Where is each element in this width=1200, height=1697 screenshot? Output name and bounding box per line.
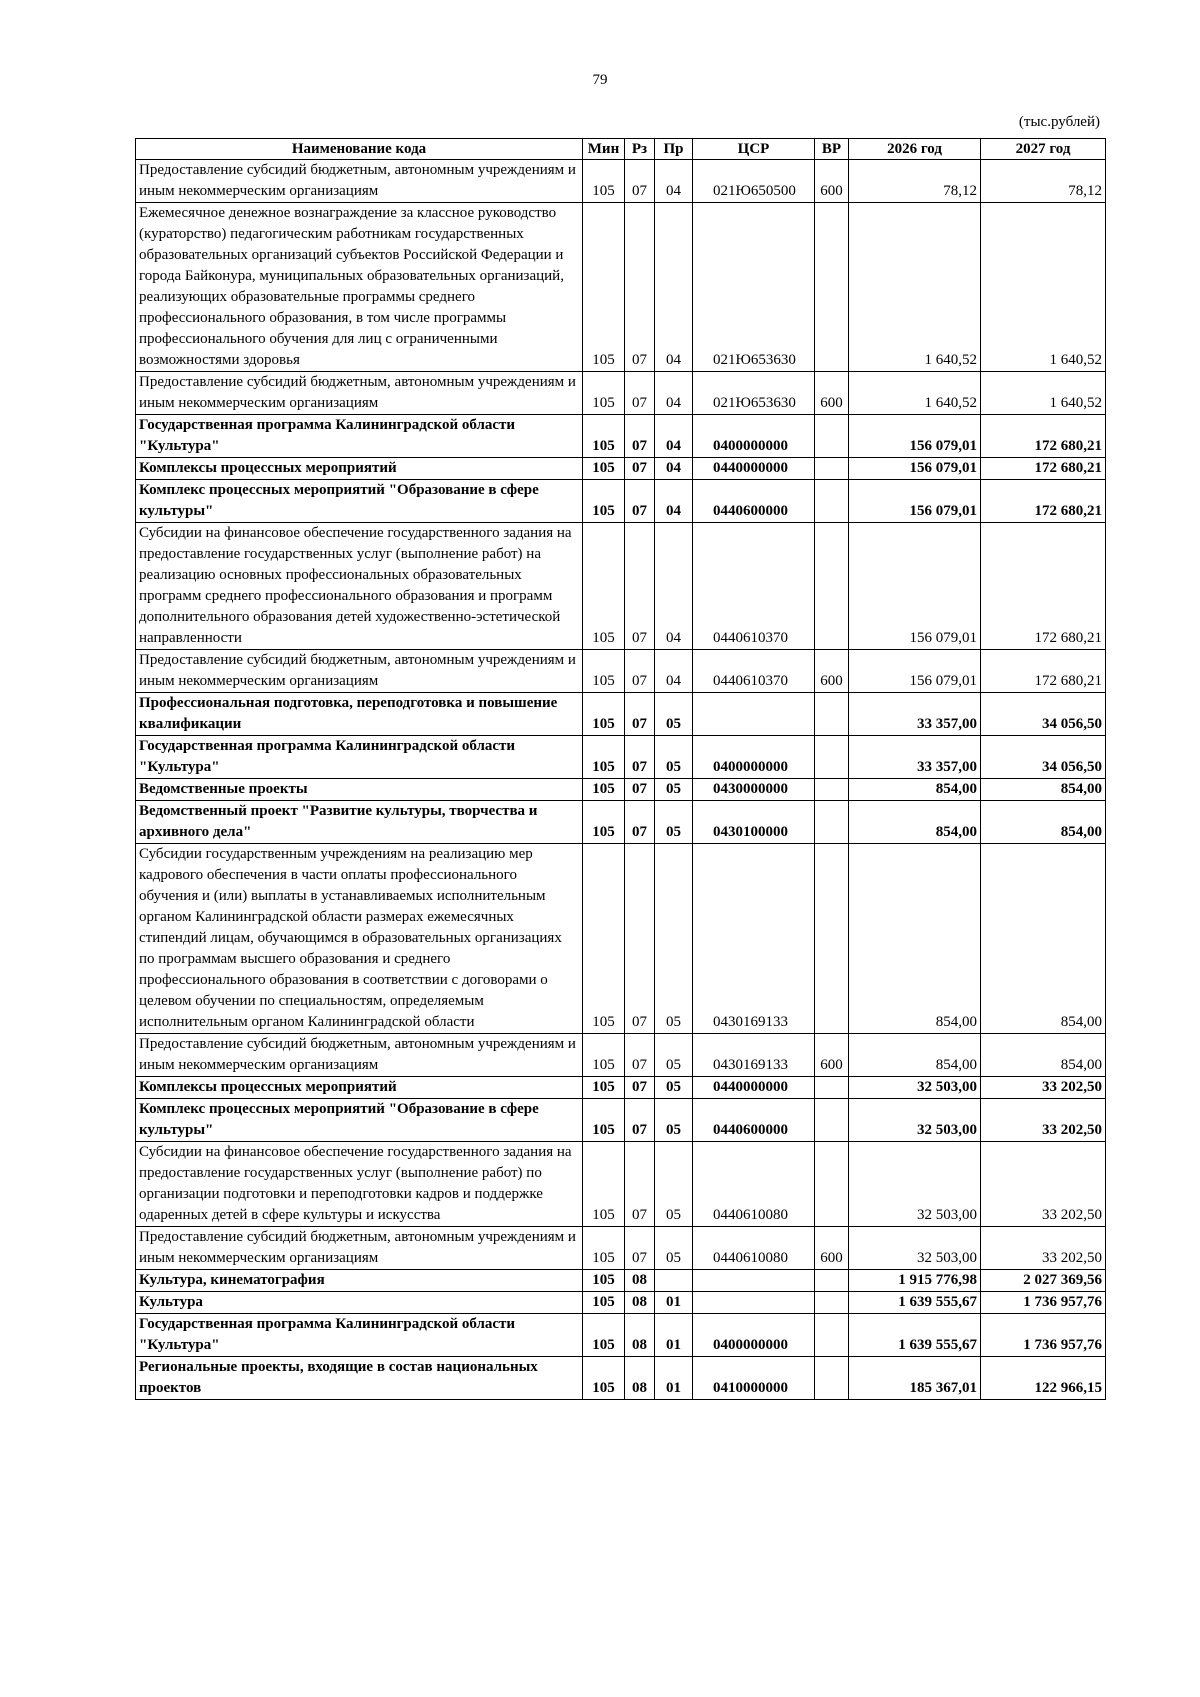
units-label: (тыс.рублей) <box>1018 114 1100 130</box>
cell-rz: 07 <box>625 372 655 415</box>
table-row <box>136 480 1106 523</box>
table-row <box>136 1357 1106 1400</box>
cell-name: Региональные проекты, входящие в состав национальных проектов <box>136 1357 583 1400</box>
cell-2027: 33 202,50 <box>981 1077 1106 1099</box>
cell-csr: 0440610080 <box>693 1142 815 1227</box>
cell-pr: 04 <box>655 480 693 523</box>
cell-2027: 854,00 <box>981 779 1106 801</box>
cell-name: Ведомственные проекты <box>136 779 583 801</box>
cell-vr <box>815 203 849 372</box>
cell-min: 105 <box>583 1099 625 1142</box>
cell-2026: 1 639 555,67 <box>849 1292 981 1314</box>
cell-pr: 04 <box>655 203 693 372</box>
cell-2026: 156 079,01 <box>849 523 981 650</box>
cell-2027: 172 680,21 <box>981 415 1106 458</box>
cell-pr: 01 <box>655 1357 693 1400</box>
cell-csr: 0440000000 <box>693 458 815 480</box>
cell-min: 105 <box>583 1314 625 1357</box>
cell-csr: 0400000000 <box>693 1314 815 1357</box>
cell-2027: 122 966,15 <box>981 1357 1106 1400</box>
cell-2026: 156 079,01 <box>849 650 981 693</box>
cell-pr: 04 <box>655 523 693 650</box>
table-row <box>136 1227 1106 1270</box>
cell-pr <box>655 1270 693 1292</box>
cell-name: Предоставление субсидий бюджетным, автономным учреждениям и иным некоммерческим организациям <box>136 372 583 415</box>
cell-2027: 1 640,52 <box>981 372 1106 415</box>
cell-rz: 07 <box>625 1227 655 1270</box>
cell-2027: 172 680,21 <box>981 650 1106 693</box>
cell-min: 105 <box>583 1227 625 1270</box>
table-row <box>136 458 1106 480</box>
cell-vr <box>815 1357 849 1400</box>
cell-2026: 854,00 <box>849 1034 981 1077</box>
cell-csr: 021Ю650500 <box>693 160 815 203</box>
cell-rz: 07 <box>625 415 655 458</box>
cell-rz: 07 <box>625 480 655 523</box>
budget-table <box>135 138 1106 1400</box>
cell-min: 105 <box>583 801 625 844</box>
table-body <box>136 160 1106 1400</box>
cell-pr: 05 <box>655 1034 693 1077</box>
cell-2026: 78,12 <box>849 160 981 203</box>
cell-2026: 156 079,01 <box>849 480 981 523</box>
cell-min: 105 <box>583 523 625 650</box>
cell-min: 105 <box>583 203 625 372</box>
cell-rz: 07 <box>625 203 655 372</box>
cell-csr: 0400000000 <box>693 736 815 779</box>
table-row <box>136 160 1106 203</box>
cell-name: Культура <box>136 1292 583 1314</box>
cell-min: 105 <box>583 458 625 480</box>
cell-2027: 172 680,21 <box>981 480 1106 523</box>
cell-min: 105 <box>583 415 625 458</box>
cell-2027: 1 736 957,76 <box>981 1292 1106 1314</box>
cell-pr: 04 <box>655 372 693 415</box>
cell-name: Предоставление субсидий бюджетным, автономным учреждениям и иным некоммерческим организациям <box>136 1227 583 1270</box>
cell-vr <box>815 736 849 779</box>
header-2026: 2026 год <box>849 139 981 160</box>
cell-2026: 32 503,00 <box>849 1142 981 1227</box>
cell-rz: 07 <box>625 523 655 650</box>
cell-pr: 05 <box>655 801 693 844</box>
cell-2026: 32 503,00 <box>849 1099 981 1142</box>
table-row <box>136 693 1106 736</box>
cell-2026: 854,00 <box>849 844 981 1034</box>
cell-csr: 0430000000 <box>693 779 815 801</box>
cell-2027: 33 202,50 <box>981 1227 1106 1270</box>
cell-2026: 32 503,00 <box>849 1227 981 1270</box>
cell-2026: 854,00 <box>849 801 981 844</box>
cell-min: 105 <box>583 1270 625 1292</box>
cell-name: Комплексы процессных мероприятий <box>136 458 583 480</box>
header-pr: Пр <box>655 139 693 160</box>
table-row <box>136 1077 1106 1099</box>
cell-rz: 07 <box>625 458 655 480</box>
cell-pr: 05 <box>655 1142 693 1227</box>
cell-vr <box>815 415 849 458</box>
cell-name: Комплексы процессных мероприятий <box>136 1077 583 1099</box>
table-row <box>136 1142 1106 1227</box>
cell-pr: 05 <box>655 779 693 801</box>
cell-csr <box>693 1270 815 1292</box>
cell-rz: 07 <box>625 844 655 1034</box>
cell-min: 105 <box>583 736 625 779</box>
cell-pr: 04 <box>655 458 693 480</box>
cell-2026: 33 357,00 <box>849 693 981 736</box>
cell-name: Ведомственный проект "Развитие культуры, творчества и архивного дела" <box>136 801 583 844</box>
cell-vr <box>815 693 849 736</box>
cell-2026: 185 367,01 <box>849 1357 981 1400</box>
cell-2027: 33 202,50 <box>981 1099 1106 1142</box>
cell-csr: 0440610080 <box>693 1227 815 1270</box>
cell-csr: 0440600000 <box>693 1099 815 1142</box>
cell-csr: 0440600000 <box>693 480 815 523</box>
cell-name: Профессиональная подготовка, переподготовка и повышение квалификации <box>136 693 583 736</box>
cell-vr <box>815 1142 849 1227</box>
cell-2026: 1 639 555,67 <box>849 1314 981 1357</box>
cell-vr <box>815 1077 849 1099</box>
cell-vr: 600 <box>815 1034 849 1077</box>
cell-rz: 07 <box>625 801 655 844</box>
header-2027: 2027 год <box>981 139 1106 160</box>
header-rz: Рз <box>625 139 655 160</box>
cell-rz: 07 <box>625 693 655 736</box>
cell-rz: 07 <box>625 160 655 203</box>
cell-vr: 600 <box>815 160 849 203</box>
cell-vr <box>815 779 849 801</box>
cell-csr: 021Ю653630 <box>693 372 815 415</box>
cell-csr: 0410000000 <box>693 1357 815 1400</box>
cell-2027: 172 680,21 <box>981 458 1106 480</box>
cell-2026: 1 640,52 <box>849 372 981 415</box>
cell-csr: 0430169133 <box>693 844 815 1034</box>
page-number: 79 <box>592 72 608 88</box>
cell-2026: 854,00 <box>849 779 981 801</box>
cell-name: Субсидии на финансовое обеспечение государственного задания на предоставление государственных услуг (выполнение работ) по организации подготовки и переподготовки кадров и поддержке одаренных детей в сфере культуры и искусства <box>136 1142 583 1227</box>
cell-2027: 78,12 <box>981 160 1106 203</box>
cell-vr: 600 <box>815 650 849 693</box>
cell-vr <box>815 458 849 480</box>
cell-csr: 0440610370 <box>693 650 815 693</box>
table-row <box>136 372 1106 415</box>
cell-pr: 01 <box>655 1314 693 1357</box>
table-row <box>136 415 1106 458</box>
cell-2027: 34 056,50 <box>981 736 1106 779</box>
cell-pr: 05 <box>655 693 693 736</box>
cell-min: 105 <box>583 844 625 1034</box>
cell-vr: 600 <box>815 372 849 415</box>
cell-vr <box>815 1292 849 1314</box>
cell-min: 105 <box>583 1034 625 1077</box>
cell-rz: 08 <box>625 1292 655 1314</box>
cell-min: 105 <box>583 1077 625 1099</box>
cell-name: Государственная программа Калининградской области "Культура" <box>136 1314 583 1357</box>
cell-vr <box>815 1099 849 1142</box>
cell-csr: 0430169133 <box>693 1034 815 1077</box>
cell-pr: 05 <box>655 1227 693 1270</box>
header-name: Наименование кода <box>136 139 583 160</box>
cell-min: 105 <box>583 480 625 523</box>
cell-csr: 0400000000 <box>693 415 815 458</box>
table-row <box>136 801 1106 844</box>
table-row <box>136 779 1106 801</box>
cell-2026: 32 503,00 <box>849 1077 981 1099</box>
cell-2027: 172 680,21 <box>981 523 1106 650</box>
cell-2026: 33 357,00 <box>849 736 981 779</box>
table-row <box>136 1099 1106 1142</box>
table-header-row <box>136 139 1106 160</box>
cell-pr: 04 <box>655 650 693 693</box>
table-row <box>136 650 1106 693</box>
cell-2027: 1 736 957,76 <box>981 1314 1106 1357</box>
cell-rz: 07 <box>625 1077 655 1099</box>
table-row <box>136 844 1106 1034</box>
cell-name: Ежемесячное денежное вознаграждение за классное руководство (кураторство) педагогическим работникам государственных образовательных организаций субъектов Российской Федерации и города Байконура, муниципальных образовательных организаций, реализующих образовательные программы среднего профессионального образования, в том числе программы профессионального обучения для лиц с ограниченными возможностями здоровья <box>136 203 583 372</box>
cell-name: Предоставление субсидий бюджетным, автономным учреждениям и иным некоммерческим организациям <box>136 160 583 203</box>
cell-csr <box>693 1292 815 1314</box>
cell-2026: 156 079,01 <box>849 415 981 458</box>
cell-name: Государственная программа Калининградской области "Культура" <box>136 415 583 458</box>
cell-rz: 07 <box>625 736 655 779</box>
cell-csr: 0430100000 <box>693 801 815 844</box>
cell-2027: 33 202,50 <box>981 1142 1106 1227</box>
table-row <box>136 523 1106 650</box>
cell-rz: 08 <box>625 1270 655 1292</box>
cell-2027: 854,00 <box>981 1034 1106 1077</box>
cell-vr <box>815 844 849 1034</box>
cell-min: 105 <box>583 779 625 801</box>
cell-2026: 1 915 776,98 <box>849 1270 981 1292</box>
cell-rz: 08 <box>625 1357 655 1400</box>
cell-pr: 04 <box>655 415 693 458</box>
cell-vr <box>815 801 849 844</box>
cell-min: 105 <box>583 160 625 203</box>
cell-2026: 156 079,01 <box>849 458 981 480</box>
cell-pr: 05 <box>655 736 693 779</box>
cell-rz: 07 <box>625 779 655 801</box>
cell-name: Предоставление субсидий бюджетным, автономным учреждениям и иным некоммерческим организациям <box>136 650 583 693</box>
cell-csr: 0440000000 <box>693 1077 815 1099</box>
cell-rz: 07 <box>625 1142 655 1227</box>
cell-min: 105 <box>583 693 625 736</box>
cell-pr: 05 <box>655 1099 693 1142</box>
cell-name: Субсидии государственным учреждениям на реализацию мер кадрового обеспечения в части оплаты профессионального обучения и (или) выплаты в устанавливаемых исполнительным органом Калининградской области размерах ежемесячных стипендий лицам, обучающимся в образовательных организациях по программам высшего образования и среднего профессионального образования в соответствии с договорами о целевом обучении по специальностям, определяемым исполнительным органом Калининградской области <box>136 844 583 1034</box>
header-csr: ЦСР <box>693 139 815 160</box>
table-row <box>136 1314 1106 1357</box>
cell-vr <box>815 1270 849 1292</box>
cell-name: Субсидии на финансовое обеспечение государственного задания на предоставление государственных услуг (выполнение работ) на реализацию основных профессиональных образовательных программ среднего профессионального образования и программ дополнительного образования детей художественно-эстетической направленности <box>136 523 583 650</box>
cell-rz: 08 <box>625 1314 655 1357</box>
cell-2027: 854,00 <box>981 801 1106 844</box>
cell-name: Предоставление субсидий бюджетным, автономным учреждениям и иным некоммерческим организациям <box>136 1034 583 1077</box>
table-row <box>136 203 1106 372</box>
cell-name: Культура, кинематография <box>136 1270 583 1292</box>
header-vr: ВР <box>815 139 849 160</box>
cell-2026: 1 640,52 <box>849 203 981 372</box>
cell-name: Государственная программа Калининградской области "Культура" <box>136 736 583 779</box>
table-row <box>136 1292 1106 1314</box>
cell-min: 105 <box>583 1142 625 1227</box>
cell-name: Комплекс процессных мероприятий "Образование в сфере культуры" <box>136 480 583 523</box>
table-row <box>136 1034 1106 1077</box>
cell-rz: 07 <box>625 650 655 693</box>
cell-vr: 600 <box>815 1227 849 1270</box>
cell-min: 105 <box>583 650 625 693</box>
cell-pr: 01 <box>655 1292 693 1314</box>
table-row <box>136 736 1106 779</box>
cell-name: Комплекс процессных мероприятий "Образование в сфере культуры" <box>136 1099 583 1142</box>
cell-pr: 04 <box>655 160 693 203</box>
cell-pr: 05 <box>655 1077 693 1099</box>
cell-csr: 021Ю653630 <box>693 203 815 372</box>
cell-2027: 2 027 369,56 <box>981 1270 1106 1292</box>
cell-2027: 854,00 <box>981 844 1106 1034</box>
cell-csr <box>693 693 815 736</box>
cell-vr <box>815 480 849 523</box>
cell-csr: 0440610370 <box>693 523 815 650</box>
cell-min: 105 <box>583 1357 625 1400</box>
table-row <box>136 1270 1106 1292</box>
cell-vr <box>815 523 849 650</box>
cell-min: 105 <box>583 1292 625 1314</box>
cell-pr: 05 <box>655 844 693 1034</box>
cell-2027: 1 640,52 <box>981 203 1106 372</box>
header-min: Мин <box>583 139 625 160</box>
cell-min: 105 <box>583 372 625 415</box>
cell-rz: 07 <box>625 1034 655 1077</box>
cell-2027: 34 056,50 <box>981 693 1106 736</box>
cell-vr <box>815 1314 849 1357</box>
cell-rz: 07 <box>625 1099 655 1142</box>
